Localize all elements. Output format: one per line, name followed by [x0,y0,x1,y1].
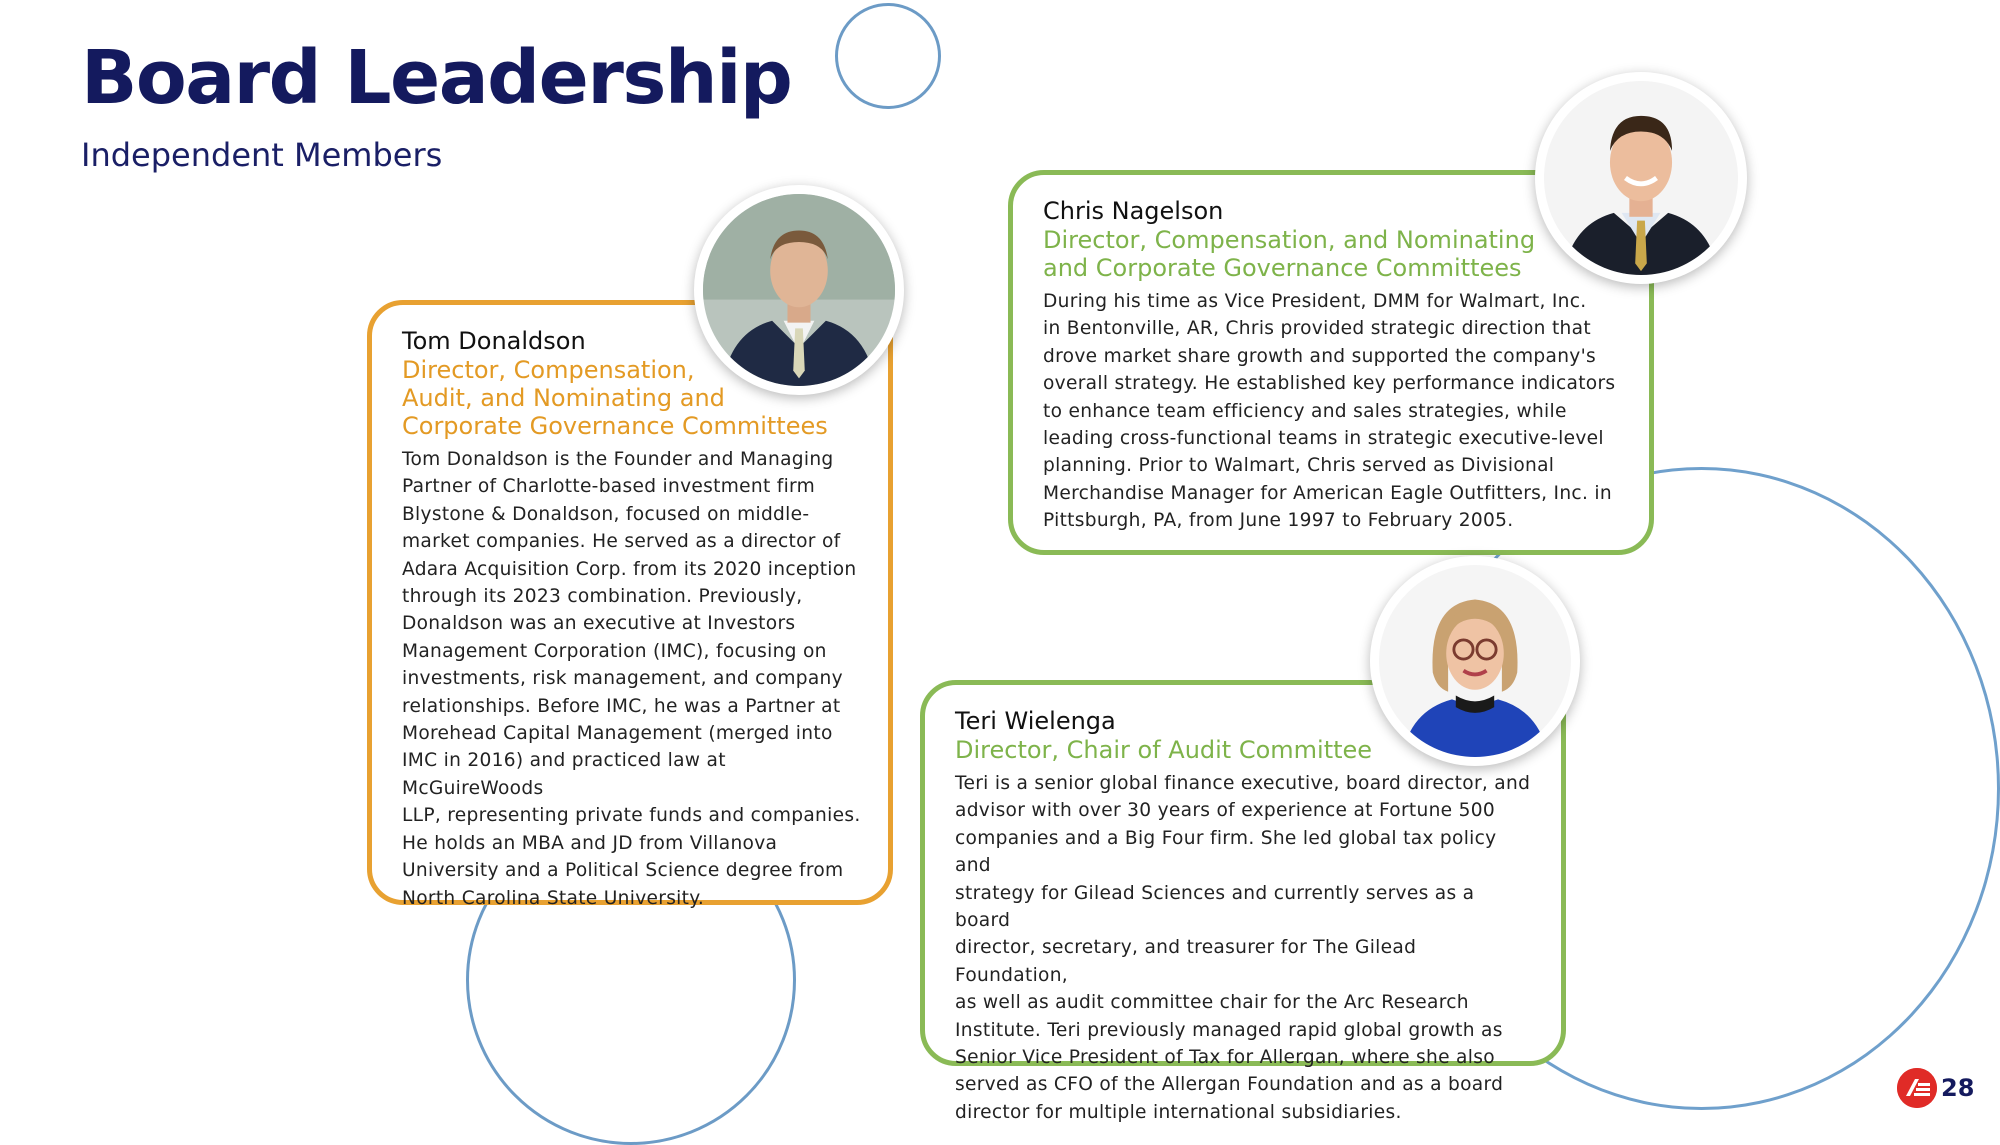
bio-line: IMC in 2016) and practiced law at McGuireWoods [402,750,726,799]
bio-line: North Carolina State University. [402,887,705,909]
member-bio [955,770,1535,1126]
bio-line: investments, risk management, and company [402,668,843,690]
bio-line: leading cross-functional teams in strategic executive-level [1043,428,1604,450]
member-name: Teri Wielenga [955,707,1116,735]
member-bio [402,446,862,912]
bio-line: University and a Political Science degree from [402,860,844,882]
member-bio [1043,288,1623,535]
bio-line: Tom Donaldson is the Founder and Managing [402,449,834,470]
bio-line: During his time as Vice President, DMM for Walmart, Inc. [1043,291,1587,312]
bio-line: Teri is a senior global finance executive, board director, and [955,773,1531,794]
bio-line: Management Corporation (IMC), focusing on [402,640,827,662]
bio-line: Senior Vice President of Tax for Allergan, where she also [955,1047,1495,1069]
portrait-photo-chris-nagelson [1535,72,1747,284]
bio-line: Partner of Charlotte-based investment firm [402,476,816,498]
bio-line: director, secretary, and treasurer for The Gilead Foundation, [955,937,1417,986]
bio-line: Blystone & Donaldson, focused on middle- [402,503,810,525]
bio-line: relationships. Before IMC, he was a Partner at [402,695,841,717]
company-logo-icon [1897,1068,1937,1108]
page-title: Board Leadership [81,35,792,121]
bio-line: advisor with over 30 years of experience at Fortune 500 [955,800,1496,822]
bio-line: in Bentonville, AR, Chris provided strategic direction that [1043,318,1591,340]
bio-line: to enhance team efficiency and sales strategies, while [1043,400,1567,422]
bio-line: drove market share growth and supported the company's [1043,345,1596,367]
bio-line: planning. Prior to Walmart, Chris served as Divisional [1043,455,1555,477]
member-name: Tom Donaldson [402,327,586,355]
bio-line: Donaldson was an executive at Investors [402,613,796,635]
bio-line: Merchandise Manager for American Eagle Outfitters, Inc. in [1043,482,1612,504]
bio-line: strategy for Gilead Sciences and currently serves as a board [955,882,1475,932]
bio-line: He holds an MBA and JD from Villanova [402,832,778,854]
bio-line: Morehead Capital Management (merged into [402,723,833,745]
page-number-indicator [1897,1068,1974,1108]
portrait-photo-teri-wielenga [1370,556,1580,766]
member-role: Director, Chair of Audit Committee [955,736,1373,764]
member-role: Director, Compensation, Audit, and Nominating and Corporate Governance Committees [402,356,828,440]
member-role: Director, Compensation, and Nominating and Corporate Governance Committees [1043,226,1536,282]
bio-line: Pittsburgh, PA, from June 1997 to February 2005. [1043,510,1514,532]
page-subtitle: Independent Members [81,136,443,174]
bio-line: served as CFO of the Allergan Foundation and as a board [955,1074,1504,1096]
bio-line: as well as audit committee chair for the Arc Research [955,992,1469,1014]
bio-line: overall strategy. He established key performance indicators [1043,373,1616,395]
bio-line: Institute. Teri previously managed rapid global growth as [955,1019,1503,1041]
bio-line: market companies. He served as a director of [402,531,841,553]
member-name: Chris Nagelson [1043,197,1224,225]
bio-line: companies and a Big Four firm. She led global tax policy and [955,827,1497,877]
bio-line: director for multiple international subsidiaries. [955,1101,1402,1123]
decorative-circle [835,3,941,109]
portrait-photo-tom-donaldson [694,185,904,395]
bio-line: LLP, representing private funds and companies. [402,805,861,827]
page-number: 28 [1941,1074,1975,1102]
bio-line: Adara Acquisition Corp. from its 2020 inception [402,558,857,580]
bio-line: through its 2023 combination. Previously, [402,586,803,608]
